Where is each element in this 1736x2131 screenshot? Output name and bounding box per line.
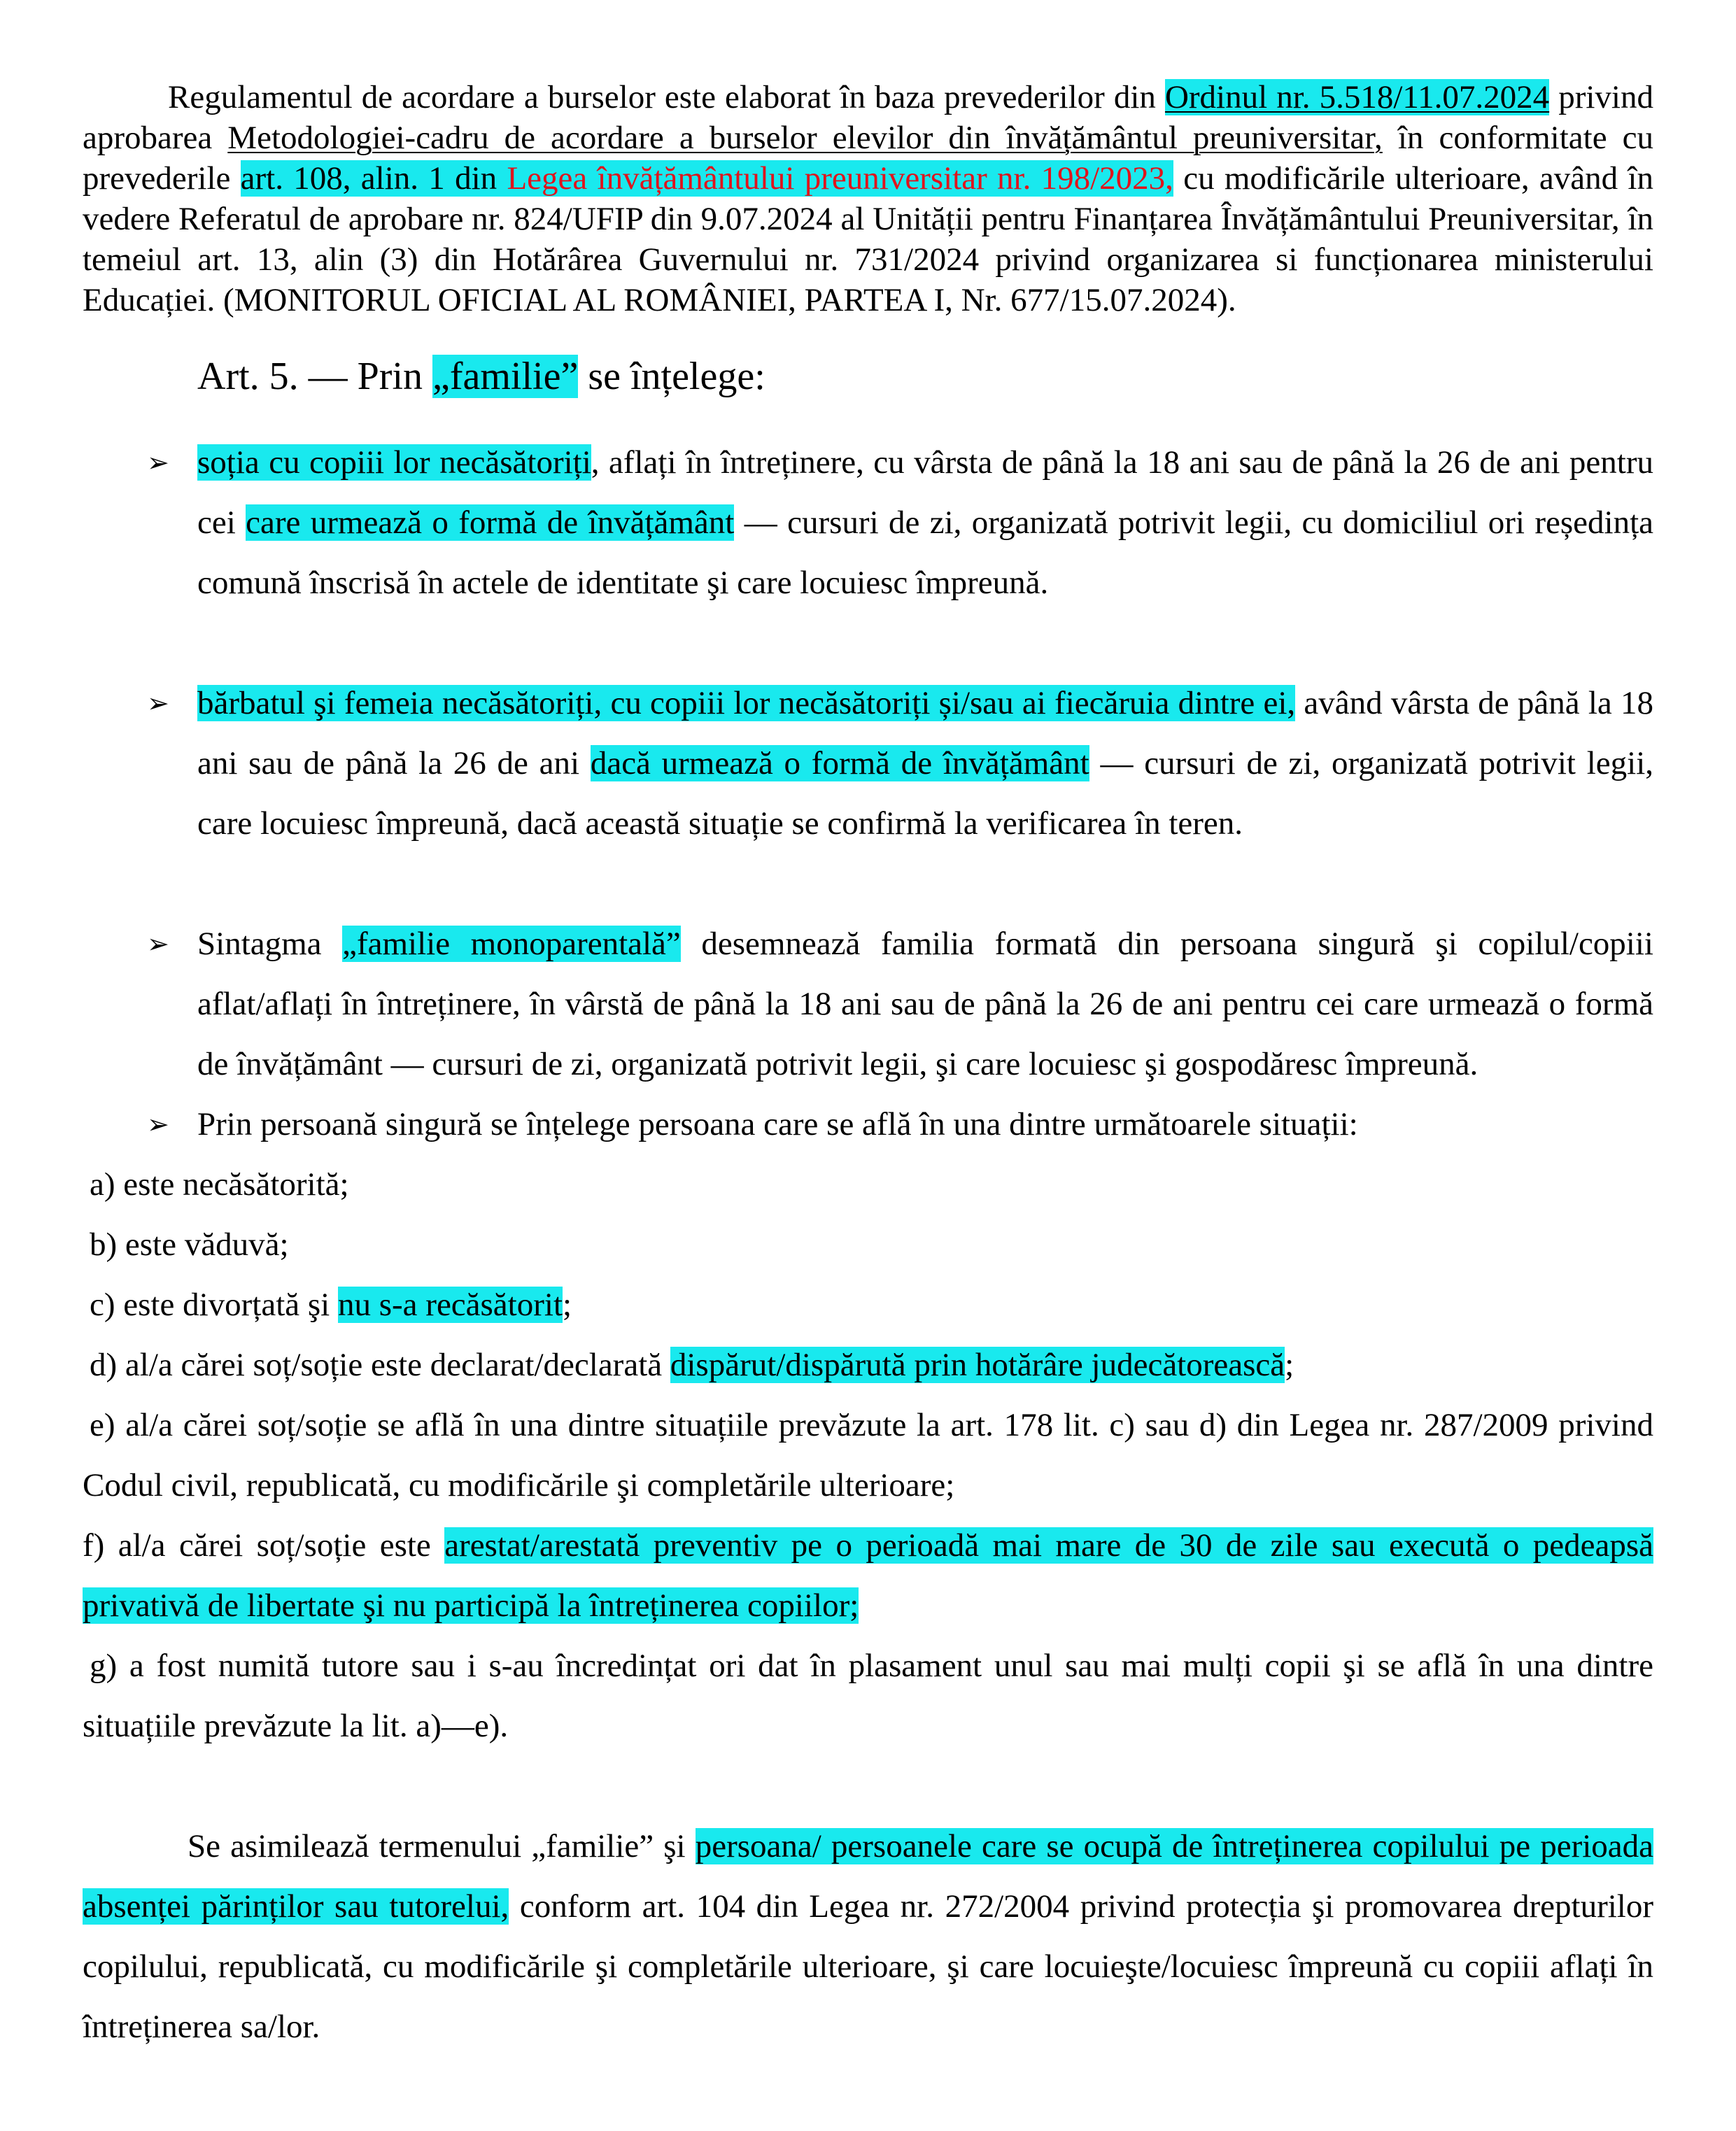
list-item-b: b) este văduvă; <box>90 1226 289 1263</box>
intro-text: Regulamentul de acordare a burselor este elaborat în baza prevederilor din <box>168 79 1165 115</box>
intro-paragraph <box>83 77 1653 320</box>
art108-reference: art. 108, alin. 1 din <box>240 160 507 197</box>
bullet-item: ➢ soția cu copiii lor necăsătoriți, aflați în întreținere, cu vârsta de până la 18 ani sau de până la 26 de ani pentru cei care urmează o formă de învățământ — cursuri de zi, organizată potrivit legii, cu domiciliul ori reședința comună înscrisă în actele de identitate şi care locuiesc împreună. <box>83 432 1653 613</box>
arrow-bullet-icon: ➢ <box>147 447 169 478</box>
bullet-item: ➢ Sintagma „familie monoparentală” desemnează familia formată din persoana singură şi copilul/copiii aflat/aflați în întreținere, în vârstă de până la 18 ani sau de până la 26 de ani pentru cei care urmează o formă de învățământ — cursuri de zi, organizată potrivit legii, şi care locuiesc şi gospodăresc împreună. <box>83 914 1653 1094</box>
list-item-d: d) al/a cărei soț/soție este declarat/declarată dispărut/dispărută prin hotărâre judecătorească; <box>90 1347 1294 1383</box>
list-item-g: g) a fost numită tutore sau i s-au încredințat ori dat în plasament unul sau mai mulți copii şi se află în una dintre situațiile prevăzute la lit. a)—e). <box>83 1648 1653 1744</box>
arrow-bullet-icon: ➢ <box>147 1109 169 1140</box>
metodologie-reference: Metodologiei-cadru de acordare a burselor elevilor din învățământul preuniversitar, <box>227 120 1383 156</box>
article-5-heading: Art. 5. — Prin „familie” se înțelege: <box>197 355 765 398</box>
intro-text: privind aprobarea <box>83 79 1653 156</box>
legea-reference: Legea învățământului preuniversitar nr. 198/2023, <box>507 160 1173 197</box>
intro-text: cu modificările ulterioare, având în vedere Referatul de aprobare nr. 824/UFIP din 9.07.2024 al Unității pentru Finanțarea Învățământului Preuniversitar, în temeiul art. 13, alin (3) din Hotărârea Guvernului nr. 731/2024 privind organizarea si funcționarea ministerului Educației. (MONITORUL OFICIAL AL ROMÂNIEI, PARTEA I, Nr. 677/15.07.2024). <box>83 160 1653 318</box>
bullet-item: ➢ bărbatul şi femeia necăsătoriți, cu copiii lor necăsătoriți și/sau ai fiecăruia dintre ei, având vârsta de până la 18 ani sau de până la 26 de ani dacă urmează o formă de învățământ — cursuri de zi, organizată potrivit legii, care locuiesc împreună, dacă această situație se confirmă la verificarea în teren. <box>83 673 1653 854</box>
list-item-c: c) este divorțată şi nu s-a recăsătorit; <box>90 1287 572 1323</box>
arrow-bullet-icon: ➢ <box>147 688 169 718</box>
arrow-bullet-icon: ➢ <box>147 928 169 959</box>
intro-text: în conformitate cu prevederile <box>83 120 1653 197</box>
closing-paragraph: Se asimilează termenului „familie” şi persoana/ persoanele care se ocupă de întreținerea copilului pe perioada absenței părinților sau tutorelui, conform art. 104 din Legea nr. 272/2004 privind protecția şi promovarea drepturilor copilului, republicată, cu modificările şi completările ulterioare, şi care locuieşte/locuiesc împreună cu copiii aflați în întreținerea sa/lor. <box>83 1828 1654 2045</box>
list-item-a: a) este necăsătorită; <box>90 1166 349 1203</box>
familie-term: „familie” <box>432 355 579 398</box>
list-item-f: f) al/a cărei soț/soție este arestat/arestată preventiv pe o perioadă mai mare de 30 de zile sau execută o pedeapsă privativă de libertate şi nu participă la întreținerea copiilor; <box>83 1527 1653 1624</box>
list-item-e: e) al/a cărei soț/soție se află în una dintre situațiile prevăzute la art. 178 lit. c) sau d) din Legea nr. 287/2009 privind Codul civil, republicată, cu modificările şi completările ulterioare; <box>83 1407 1653 1503</box>
document-page <box>83 77 1653 2090</box>
ordin-reference: Ordinul nr. 5.518/11.07.2024 <box>1164 79 1550 115</box>
bullet-item: ➢ Prin persoană singură se înțelege persoana care se află în una dintre următoarele situații: <box>83 1094 1653 1154</box>
